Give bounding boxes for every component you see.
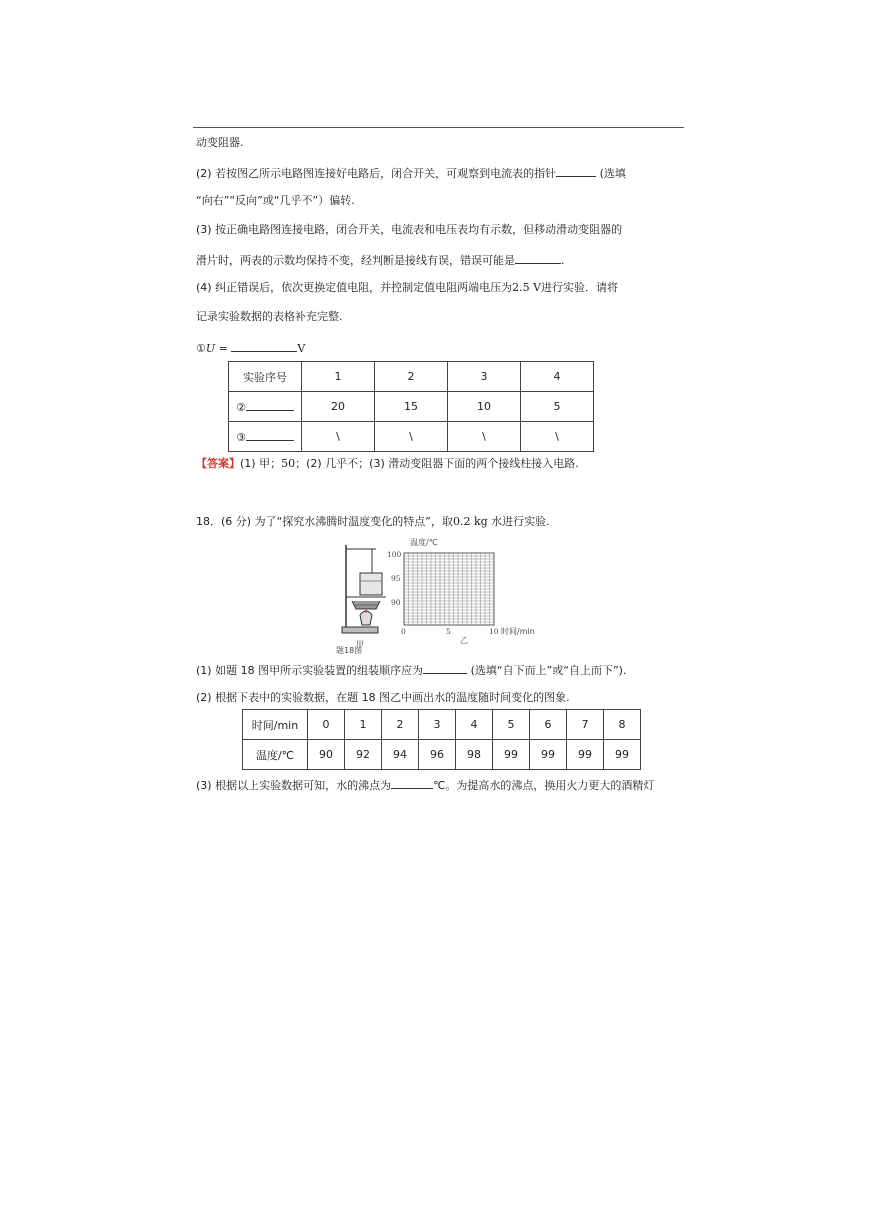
- table-cell: 8: [604, 710, 641, 740]
- y-axis-label: 温度/℃: [410, 538, 438, 547]
- q18-part2: (2) 根据下表中的实验数据，在题 18 图乙中画出水的温度随时间变化的图象.: [196, 691, 570, 704]
- q2-line-1: (2) 若按图乙所示电路图连接好电路后，闭合开关，可观察到电流表的指针 (选填: [196, 167, 626, 180]
- table-row: [229, 362, 594, 392]
- q18-figure: [334, 535, 564, 655]
- figure-caption: 题18图: [336, 646, 363, 655]
- table-row: [229, 422, 594, 452]
- table-cell: 96: [419, 740, 456, 770]
- q3-line-1: (3) 按正确电路图连接电路，闭合开关，电流表和电压表均有示数，但移动滑动变阻器的: [196, 223, 623, 236]
- x-tick: 0: [401, 627, 406, 636]
- table-cell[interactable]: ②: [229, 392, 302, 422]
- table-cell: 99: [493, 740, 530, 770]
- q2-answer-blank[interactable]: [556, 165, 596, 177]
- table-cell: 15: [375, 392, 448, 422]
- table-cell: 2: [382, 710, 419, 740]
- label-yi: 乙: [460, 636, 468, 645]
- table-cell: \: [375, 422, 448, 452]
- table-cell: 3: [419, 710, 456, 740]
- q18-part1: (1) 如题 18 图甲所示实验装置的组装顺序应为 (选填“自下而上”或“自上而下”).: [196, 664, 627, 677]
- text-line-top: 动变阻器.: [196, 136, 244, 149]
- table-cell: 0: [308, 710, 345, 740]
- table-cell: 10: [448, 392, 521, 422]
- table-row: [229, 392, 594, 422]
- y-tick: 90: [391, 598, 401, 607]
- table-row: [243, 740, 641, 770]
- x-tick: 10: [489, 627, 499, 636]
- apparatus-illustration: [342, 545, 386, 633]
- y-tick: 100: [387, 550, 402, 559]
- table-cell: 6: [530, 710, 567, 740]
- table-cell: 1: [345, 710, 382, 740]
- table-cell: 5: [521, 392, 594, 422]
- table-cell[interactable]: ③: [229, 422, 302, 452]
- table-cell: 3: [448, 362, 521, 392]
- table-cell: 4: [456, 710, 493, 740]
- label-jia: 甲: [356, 640, 364, 649]
- q18-p1-blank[interactable]: [423, 662, 467, 674]
- table-cell: 99: [567, 740, 604, 770]
- table-cell: 99: [530, 740, 567, 770]
- table-cell: \: [302, 422, 375, 452]
- y-tick: 95: [391, 574, 401, 583]
- q4-line-2: 记录实验数据的表格补充完整.: [196, 310, 343, 323]
- q18-title: 18．(6 分) 为了“探究水沸腾时温度变化的特点”，取0.2 kg 水进行实验.: [196, 515, 550, 528]
- table-cell: 98: [456, 740, 493, 770]
- table-cell: 99: [604, 740, 641, 770]
- answer-tag: 【答案】: [196, 457, 240, 470]
- table-cell: 2: [375, 362, 448, 392]
- table-cell: 92: [345, 740, 382, 770]
- answer-line: 【答案】(1) 甲；50；(2) 几乎不；(3) 滑动变阻器下面的两个接线柱接入电路.: [196, 457, 579, 470]
- table-cell: \: [521, 422, 594, 452]
- time-temperature-table: [242, 709, 641, 770]
- temperature-graph: [387, 537, 535, 645]
- q3-answer-blank[interactable]: [515, 252, 561, 264]
- x-tick: 5: [446, 627, 451, 636]
- u-answer-blank[interactable]: [231, 340, 297, 352]
- table-cell: 94: [382, 740, 419, 770]
- x-axis-label: 时间/min: [501, 627, 535, 636]
- u-line: ①U = V: [196, 342, 306, 355]
- table-cell: \: [448, 422, 521, 452]
- table-cell: 温度/℃: [243, 740, 308, 770]
- table-cell: 7: [567, 710, 604, 740]
- table-row: [243, 710, 641, 740]
- q3-line-2: 滑片时，两表的示数均保持不变，经判断是接线有误，错误可能是 .: [196, 254, 565, 267]
- table-cell: 1: [302, 362, 375, 392]
- table-cell: 5: [493, 710, 530, 740]
- q2-line-2: “向右”“反向”或“几乎不”）偏转.: [196, 194, 355, 207]
- q18-p3-blank[interactable]: [391, 777, 433, 789]
- q4-line-1: (4) 纠正错误后，依次更换定值电阻，并控制定值电阻两端电压为2.5 V进行实验．请将: [196, 281, 619, 294]
- resistor-data-table: [228, 361, 594, 452]
- table-cell: 90: [308, 740, 345, 770]
- header-rule: [193, 127, 684, 128]
- q18-part3: (3) 根据以上实验数据可知，水的沸点为 ℃。为提高水的沸点，换用火力更大的酒精灯: [196, 779, 655, 792]
- table-cell: 实验序号: [229, 362, 302, 392]
- table-cell: 20: [302, 392, 375, 422]
- table-cell: 4: [521, 362, 594, 392]
- q18-figure-svg: [334, 535, 564, 655]
- table-cell: 时间/min: [243, 710, 308, 740]
